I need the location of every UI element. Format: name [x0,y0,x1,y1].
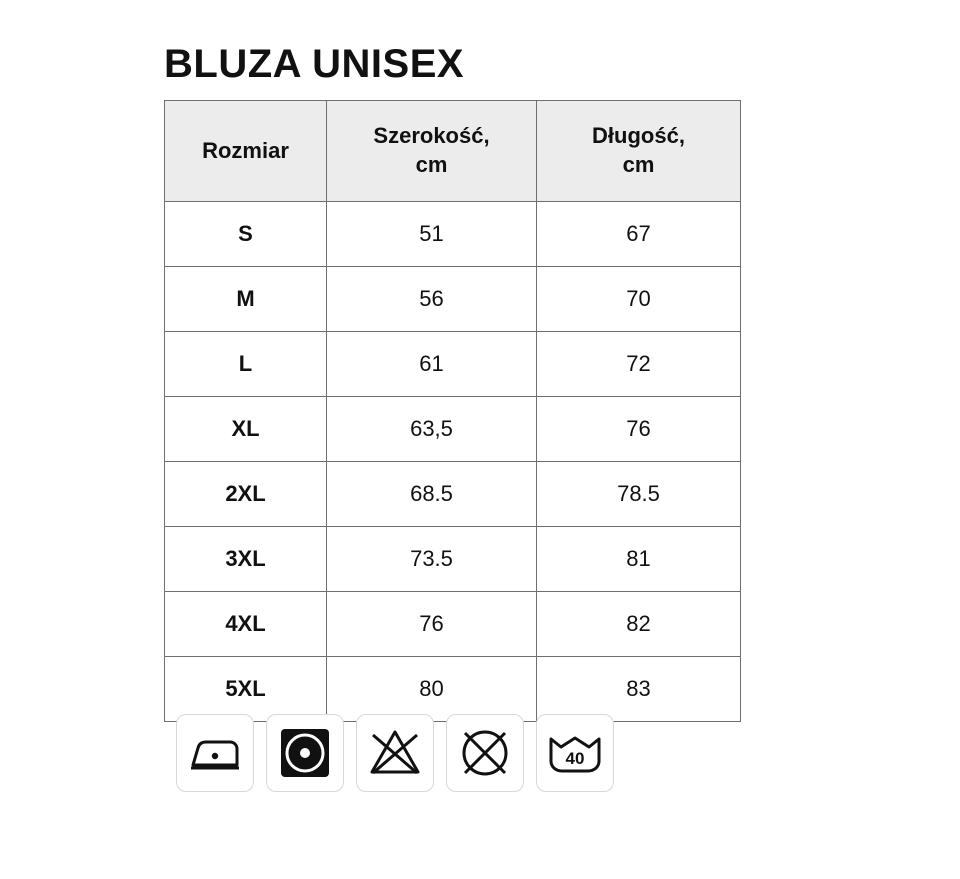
table-row [165,592,741,657]
iron-one-dot-icon [185,723,245,783]
cell-length: 83 [537,657,741,722]
cell-length: 82 [537,592,741,657]
column-header-size [165,101,327,202]
do-not-bleach-icon [365,723,425,783]
cell-size: L [165,332,327,397]
table-row [165,657,741,722]
table-header [165,101,741,202]
table-row [165,397,741,462]
cell-length: 67 [537,202,741,267]
column-header-length [537,101,741,202]
table-row [165,332,741,397]
page-title: BLUZA UNISEX [164,42,465,86]
size-table [164,100,741,722]
column-header-size-line1: Rozmiar [202,137,289,163]
tumble-dry-normal-icon [275,723,335,783]
table-body [165,202,741,722]
cell-width: 73.5 [327,527,537,592]
column-header-length-line1: Długość, [592,123,685,149]
cell-width: 68.5 [327,462,537,527]
care-instructions [176,714,614,792]
care-icon-do-not-bleach [356,714,434,792]
wash-temperature-label: 40 [565,749,585,768]
table-row [165,267,741,332]
cell-width: 63,5 [327,397,537,462]
table-header-row [165,101,741,202]
column-header-width [327,101,537,202]
cell-size: 2XL [165,462,327,527]
cell-size: XL [165,397,327,462]
cell-width: 51 [327,202,537,267]
cell-length: 78.5 [537,462,741,527]
do-not-dry-clean-icon [455,723,515,783]
cell-size: 3XL [165,527,327,592]
cell-width: 76 [327,592,537,657]
table-row [165,462,741,527]
cell-size: 4XL [165,592,327,657]
column-header-width-line1: Szerokość, [373,123,490,149]
cell-length: 72 [537,332,741,397]
column-header-length-line2: cm [622,152,655,177]
cell-width: 61 [327,332,537,397]
cell-size: 5XL [165,657,327,722]
cell-width: 56 [327,267,537,332]
care-icon-do-not-dry-clean [446,714,524,792]
cell-size: S [165,202,327,267]
wash-40-icon [545,723,605,783]
table-row [165,202,741,267]
column-header-width-line2: cm [415,152,448,177]
cell-length: 76 [537,397,741,462]
table-row [165,527,741,592]
care-icon-tumble-dry [266,714,344,792]
cell-width: 80 [327,657,537,722]
cell-length: 81 [537,527,741,592]
cell-size: M [165,267,327,332]
care-icon-iron [176,714,254,792]
care-icon-wash-40 [536,714,614,792]
cell-length: 70 [537,267,741,332]
